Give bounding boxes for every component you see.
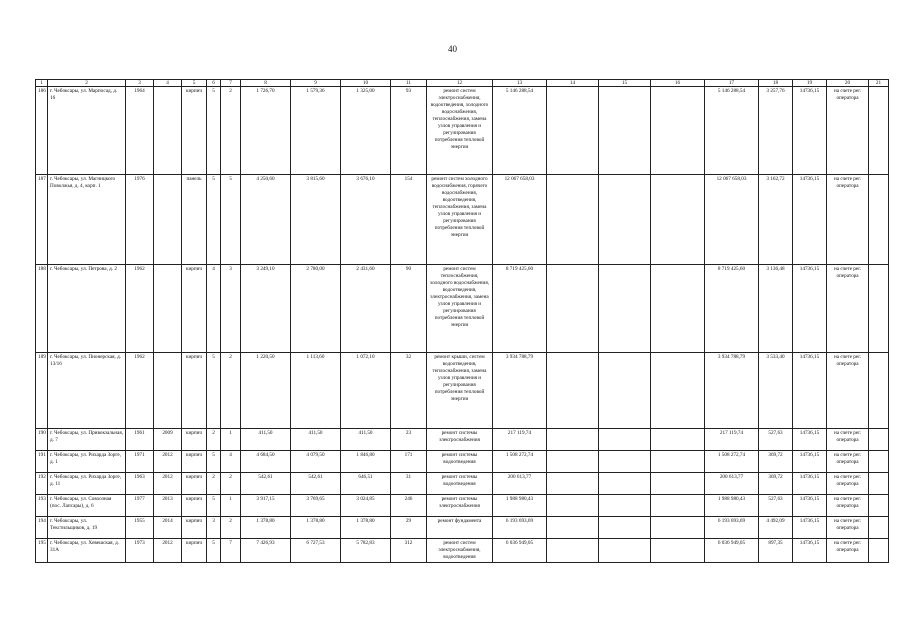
entrances-cell: 7: [221, 539, 241, 563]
empty-cell: [651, 353, 705, 429]
address-cell: г. Чебоксары, ул. Рихарда Зорге, д. 1: [48, 451, 126, 473]
empty-cell: [599, 87, 651, 175]
empty-cell: [547, 265, 599, 353]
living-area-cell: 3 815,60: [291, 175, 341, 265]
last-repair-year-cell: 2012: [154, 451, 182, 473]
commissioning-year-cell: 1973: [126, 539, 154, 563]
specific-cost-cell: 897,35: [759, 539, 793, 563]
address-cell: г. Чебоксары, ул. Магницкого Поволжья, д. 4, корп. 1: [48, 175, 126, 265]
row-number: 188: [36, 265, 48, 353]
last-repair-year-cell: 2009: [154, 429, 182, 451]
work-type-cell: ремонт системы водоотведения: [427, 451, 493, 473]
specific-cost-cell: 3 136,48: [759, 265, 793, 353]
total-area-cell: 4 684,50: [241, 451, 291, 473]
column-number-header: 9: [291, 80, 341, 87]
table-row: [36, 175, 889, 265]
table-row: [36, 451, 889, 473]
empty-cell: [547, 495, 599, 517]
empty-cell: [869, 473, 889, 495]
commissioning-year-cell: 1962: [126, 353, 154, 429]
empty-cell: [547, 473, 599, 495]
entrances-cell: 2: [221, 87, 241, 175]
empty-cell: [599, 353, 651, 429]
total-area-cell: 1 220,50: [241, 353, 291, 429]
repair-cost-cell: 200 613,77: [493, 473, 547, 495]
residents-cell: 171: [391, 451, 427, 473]
commissioning-year-cell: 1963: [126, 473, 154, 495]
page-number: 40: [448, 44, 457, 54]
address-cell: г. Чебоксары, ул. Петрова, д. 2: [48, 265, 126, 353]
owners-funds-cell: 200 613,77: [705, 473, 759, 495]
work-type-cell: ремонт системы электроснабжения: [427, 495, 493, 517]
address-cell: г. Чебоксары, ул. Текстильщиков, д. 19: [48, 517, 126, 539]
row-number: 187: [36, 175, 48, 265]
wall-material-cell: кирпич: [182, 87, 207, 175]
fund-method-cell: на счете рег. оператора: [827, 495, 869, 517]
column-number-header: 14: [547, 80, 599, 87]
column-number-header: 11: [391, 80, 427, 87]
column-number-header: 4: [154, 80, 182, 87]
fund-method-cell: на счете рег. оператора: [827, 87, 869, 175]
floors-cell: 5: [207, 353, 221, 429]
total-area-cell: 411,50: [241, 429, 291, 451]
entrances-cell: 3: [221, 265, 241, 353]
column-number-header: 17: [705, 80, 759, 87]
residents-cell: 154: [391, 175, 427, 265]
residents-cell: 93: [391, 87, 427, 175]
column-number-header: 18: [759, 80, 793, 87]
table-row: [36, 87, 889, 175]
living-area-cell: 542,61: [291, 473, 341, 495]
empty-cell: [869, 539, 889, 563]
empty-cell: [869, 429, 889, 451]
empty-cell: [599, 473, 651, 495]
row-number: 195: [36, 539, 48, 563]
empty-cell: [547, 539, 599, 563]
owners-funds-cell: 1 988 980,43: [705, 495, 759, 517]
repair-cost-cell: 1 508 272,74: [493, 451, 547, 473]
address-cell: г. Чебоксары, ул. Хевешская, д. 31А: [48, 539, 126, 563]
specific-cost-cell: 4 492,09: [759, 517, 793, 539]
empty-cell: [599, 265, 651, 353]
column-number-header: 21: [869, 80, 889, 87]
owners-funds-cell: 6 193 693,69: [705, 517, 759, 539]
empty-cell: [869, 495, 889, 517]
empty-cell: [651, 495, 705, 517]
wall-material-cell: кирпич: [182, 265, 207, 353]
empty-cell: [651, 539, 705, 563]
empty-cell: [869, 353, 889, 429]
cost-limit-cell: 14736,15: [793, 451, 827, 473]
last-repair-year-cell: [154, 353, 182, 429]
column-number-header: 16: [651, 80, 705, 87]
work-type-cell: ремонт систем теплоснабжения, холодного водоснабжения, водоотведения, электроснабжения, замена узлов управления и регулирования потребления тепловой энергии: [427, 265, 493, 353]
total-area-cell: 1 726,70: [241, 87, 291, 175]
entrances-cell: 5: [221, 175, 241, 265]
empty-cell: [547, 451, 599, 473]
wall-material-cell: кирпич: [182, 353, 207, 429]
living-area-cell: 4 079,50: [291, 451, 341, 473]
column-number-header: 15: [599, 80, 651, 87]
last-repair-year-cell: [154, 265, 182, 353]
empty-cell: [869, 451, 889, 473]
wall-material-cell: кирпич: [182, 473, 207, 495]
total-area-cell: 3 917,15: [241, 495, 291, 517]
fund-method-cell: на счете рег. оператора: [827, 517, 869, 539]
floors-cell: 3: [207, 517, 221, 539]
row-number: 186: [36, 87, 48, 175]
total-area-cell: 4 250,60: [241, 175, 291, 265]
empty-cell: [599, 539, 651, 563]
column-number-header: 2: [48, 80, 126, 87]
residents-cell: 246: [391, 495, 427, 517]
empty-cell: [651, 517, 705, 539]
specific-cost-cell: 369,72: [759, 473, 793, 495]
residential-area-cell: 1 846,80: [341, 451, 391, 473]
cost-limit-cell: 14736,15: [793, 353, 827, 429]
column-number-header: 1: [36, 80, 48, 87]
residential-area-cell: 3 024,85: [341, 495, 391, 517]
fund-method-cell: на счете рег. оператора: [827, 175, 869, 265]
work-type-cell: ремонт систем холодного водоснабжения, горячего водоснабжения, водоотведения, теплоснабжения, замена узлов управления и регулирования потребления тепловой энергии: [427, 175, 493, 265]
fund-method-cell: на счете рег. оператора: [827, 265, 869, 353]
empty-cell: [869, 265, 889, 353]
column-number-header: 7: [221, 80, 241, 87]
living-area-cell: 411,50: [291, 429, 341, 451]
column-number-row: [36, 80, 889, 87]
column-number-header: 5: [182, 80, 207, 87]
row-number: 190: [36, 429, 48, 451]
empty-cell: [651, 429, 705, 451]
residents-cell: 312: [391, 539, 427, 563]
owners-funds-cell: 1 508 272,74: [705, 451, 759, 473]
table-row: [36, 539, 889, 563]
address-cell: г. Чебоксары, ул. Рихарда Зорге, д. 11: [48, 473, 126, 495]
row-number: 194: [36, 517, 48, 539]
cost-limit-cell: 14736,15: [793, 265, 827, 353]
living-area-cell: 1 113,60: [291, 353, 341, 429]
row-number: 191: [36, 451, 48, 473]
residential-area-cell: 1 072,10: [341, 353, 391, 429]
empty-cell: [651, 175, 705, 265]
owners-funds-cell: 217 119,74: [705, 429, 759, 451]
specific-cost-cell: 3 533,40: [759, 353, 793, 429]
address-cell: г. Чебоксары, ул. Привокзальная, д. 7: [48, 429, 126, 451]
cost-limit-cell: 14736,15: [793, 495, 827, 517]
column-number-header: 19: [793, 80, 827, 87]
repair-cost-cell: 6 036 949,05: [493, 539, 547, 563]
fund-method-cell: на счете рег. оператора: [827, 451, 869, 473]
total-area-cell: 542,61: [241, 473, 291, 495]
owners-funds-cell: 5 146 288,54: [705, 87, 759, 175]
table-row: [36, 473, 889, 495]
floors-cell: 5: [207, 87, 221, 175]
repair-register-table: [35, 79, 889, 563]
entrances-cell: 1: [221, 429, 241, 451]
table-row: [36, 353, 889, 429]
table-body: [36, 87, 889, 563]
work-type-cell: ремонт фундамента: [427, 517, 493, 539]
column-number-header: 13: [493, 80, 547, 87]
empty-cell: [547, 517, 599, 539]
repair-cost-cell: 6 193 693,69: [493, 517, 547, 539]
specific-cost-cell: 527,63: [759, 495, 793, 517]
empty-cell: [869, 175, 889, 265]
commissioning-year-cell: 1962: [126, 265, 154, 353]
residents-cell: 90: [391, 265, 427, 353]
cost-limit-cell: 14736,15: [793, 87, 827, 175]
entrances-cell: 2: [221, 353, 241, 429]
last-repair-year-cell: 2012: [154, 539, 182, 563]
specific-cost-cell: 527,63: [759, 429, 793, 451]
column-number-header: 12: [427, 80, 493, 87]
work-type-cell: ремонт систем электроснабжения, водоотведения: [427, 539, 493, 563]
fund-method-cell: на счете рег. оператора: [827, 473, 869, 495]
repair-cost-cell: 12 067 658,03: [493, 175, 547, 265]
living-area-cell: 6 727,53: [291, 539, 341, 563]
address-cell: г. Чебоксары, ул. Пионерская, д. 13/16: [48, 353, 126, 429]
last-repair-year-cell: 2012: [154, 473, 182, 495]
last-repair-year-cell: [154, 87, 182, 175]
residents-cell: 29: [391, 517, 427, 539]
cost-limit-cell: 14736,15: [793, 517, 827, 539]
table-row: [36, 495, 889, 517]
residential-area-cell: 2 431,60: [341, 265, 391, 353]
row-number: 192: [36, 473, 48, 495]
owners-funds-cell: 8 719 425,60: [705, 265, 759, 353]
empty-cell: [547, 175, 599, 265]
empty-cell: [651, 451, 705, 473]
living-area-cell: 1 579,36: [291, 87, 341, 175]
column-number-header: 6: [207, 80, 221, 87]
empty-cell: [547, 429, 599, 451]
residential-area-cell: 5 782,83: [341, 539, 391, 563]
empty-cell: [599, 175, 651, 265]
owners-funds-cell: 12 067 658,03: [705, 175, 759, 265]
residential-area-cell: 411,50: [341, 429, 391, 451]
floors-cell: 5: [207, 495, 221, 517]
entrances-cell: 2: [221, 473, 241, 495]
commissioning-year-cell: 1977: [126, 495, 154, 517]
wall-material-cell: кирпич: [182, 517, 207, 539]
wall-material-cell: кирпич: [182, 495, 207, 517]
address-cell: г. Чебоксары, ул. Марпосад, д. 16: [48, 87, 126, 175]
residential-area-cell: 1 378,80: [341, 517, 391, 539]
empty-cell: [869, 87, 889, 175]
residential-area-cell: 3 676,10: [341, 175, 391, 265]
cost-limit-cell: 14736,15: [793, 429, 827, 451]
living-area-cell: 1 378,80: [291, 517, 341, 539]
floors-cell: 2: [207, 429, 221, 451]
empty-cell: [599, 429, 651, 451]
cost-limit-cell: 14736,15: [793, 175, 827, 265]
repair-cost-cell: 8 719 425,60: [493, 265, 547, 353]
column-number-header: 3: [126, 80, 154, 87]
empty-cell: [599, 495, 651, 517]
commissioning-year-cell: 1971: [126, 451, 154, 473]
floors-cell: 4: [207, 265, 221, 353]
entrances-cell: 2: [221, 517, 241, 539]
wall-material-cell: кирпич: [182, 539, 207, 563]
residential-area-cell: 1 325,00: [341, 87, 391, 175]
total-area-cell: 7 426,93: [241, 539, 291, 563]
last-repair-year-cell: [154, 175, 182, 265]
commissioning-year-cell: 1976: [126, 175, 154, 265]
fund-method-cell: на счете рег. оператора: [827, 539, 869, 563]
entrances-cell: 1: [221, 495, 241, 517]
fund-method-cell: на счете рег. оператора: [827, 429, 869, 451]
cost-limit-cell: 14736,15: [793, 539, 827, 563]
floors-cell: 5: [207, 175, 221, 265]
empty-cell: [651, 473, 705, 495]
repair-cost-cell: 5 146 288,54: [493, 87, 547, 175]
wall-material-cell: кирпич: [182, 451, 207, 473]
column-number-header: 20: [827, 80, 869, 87]
wall-material-cell: кирпич: [182, 429, 207, 451]
column-number-header: 8: [241, 80, 291, 87]
empty-cell: [547, 353, 599, 429]
empty-cell: [651, 265, 705, 353]
work-type-cell: ремонт системы электроснабжения: [427, 429, 493, 451]
row-number: 193: [36, 495, 48, 517]
address-cell: г. Чебоксары, ул. Совхозная (пос. Лапсары), д. 6: [48, 495, 126, 517]
living-area-cell: 3 769,65: [291, 495, 341, 517]
wall-material-cell: панель: [182, 175, 207, 265]
fund-method-cell: на счете рег. оператора: [827, 353, 869, 429]
work-type-cell: ремонт систем электроснабжения, водоотведения, холодного водоснабжения, теплоснабжения, замена узлов управления и регулирования потребления тепловой энергии: [427, 87, 493, 175]
commissioning-year-cell: 1961: [126, 429, 154, 451]
last-repair-year-cell: 2014: [154, 517, 182, 539]
owners-funds-cell: 6 036 949,05: [705, 539, 759, 563]
residents-cell: 31: [391, 473, 427, 495]
total-area-cell: 1 378,80: [241, 517, 291, 539]
repair-cost-cell: 1 988 980,43: [493, 495, 547, 517]
residential-area-cell: 646,51: [341, 473, 391, 495]
table-row: [36, 517, 889, 539]
commissioning-year-cell: 1964: [126, 87, 154, 175]
table-row: [36, 265, 889, 353]
empty-cell: [869, 517, 889, 539]
last-repair-year-cell: 2013: [154, 495, 182, 517]
specific-cost-cell: 3 257,76: [759, 87, 793, 175]
residents-cell: 23: [391, 429, 427, 451]
floors-cell: 2: [207, 473, 221, 495]
empty-cell: [547, 87, 599, 175]
column-number-header: 10: [341, 80, 391, 87]
specific-cost-cell: 3 162,72: [759, 175, 793, 265]
floors-cell: 5: [207, 539, 221, 563]
work-type-cell: ремонт системы водоотведения: [427, 473, 493, 495]
table-row: [36, 429, 889, 451]
empty-cell: [599, 517, 651, 539]
floors-cell: 5: [207, 451, 221, 473]
work-type-cell: ремонт крыши, систем водоотведения, теплоснабжения, замена узлов управления и регулирования потребления тепловой энергии: [427, 353, 493, 429]
residents-cell: 32: [391, 353, 427, 429]
entrances-cell: 4: [221, 451, 241, 473]
specific-cost-cell: 369,72: [759, 451, 793, 473]
repair-cost-cell: 3 934 788,79: [493, 353, 547, 429]
repair-cost-cell: 217 119,74: [493, 429, 547, 451]
cost-limit-cell: 14736,15: [793, 473, 827, 495]
row-number: 189: [36, 353, 48, 429]
commissioning-year-cell: 1955: [126, 517, 154, 539]
owners-funds-cell: 3 934 788,79: [705, 353, 759, 429]
living-area-cell: 2 780,00: [291, 265, 341, 353]
empty-cell: [599, 451, 651, 473]
empty-cell: [651, 87, 705, 175]
total-area-cell: 3 249,10: [241, 265, 291, 353]
